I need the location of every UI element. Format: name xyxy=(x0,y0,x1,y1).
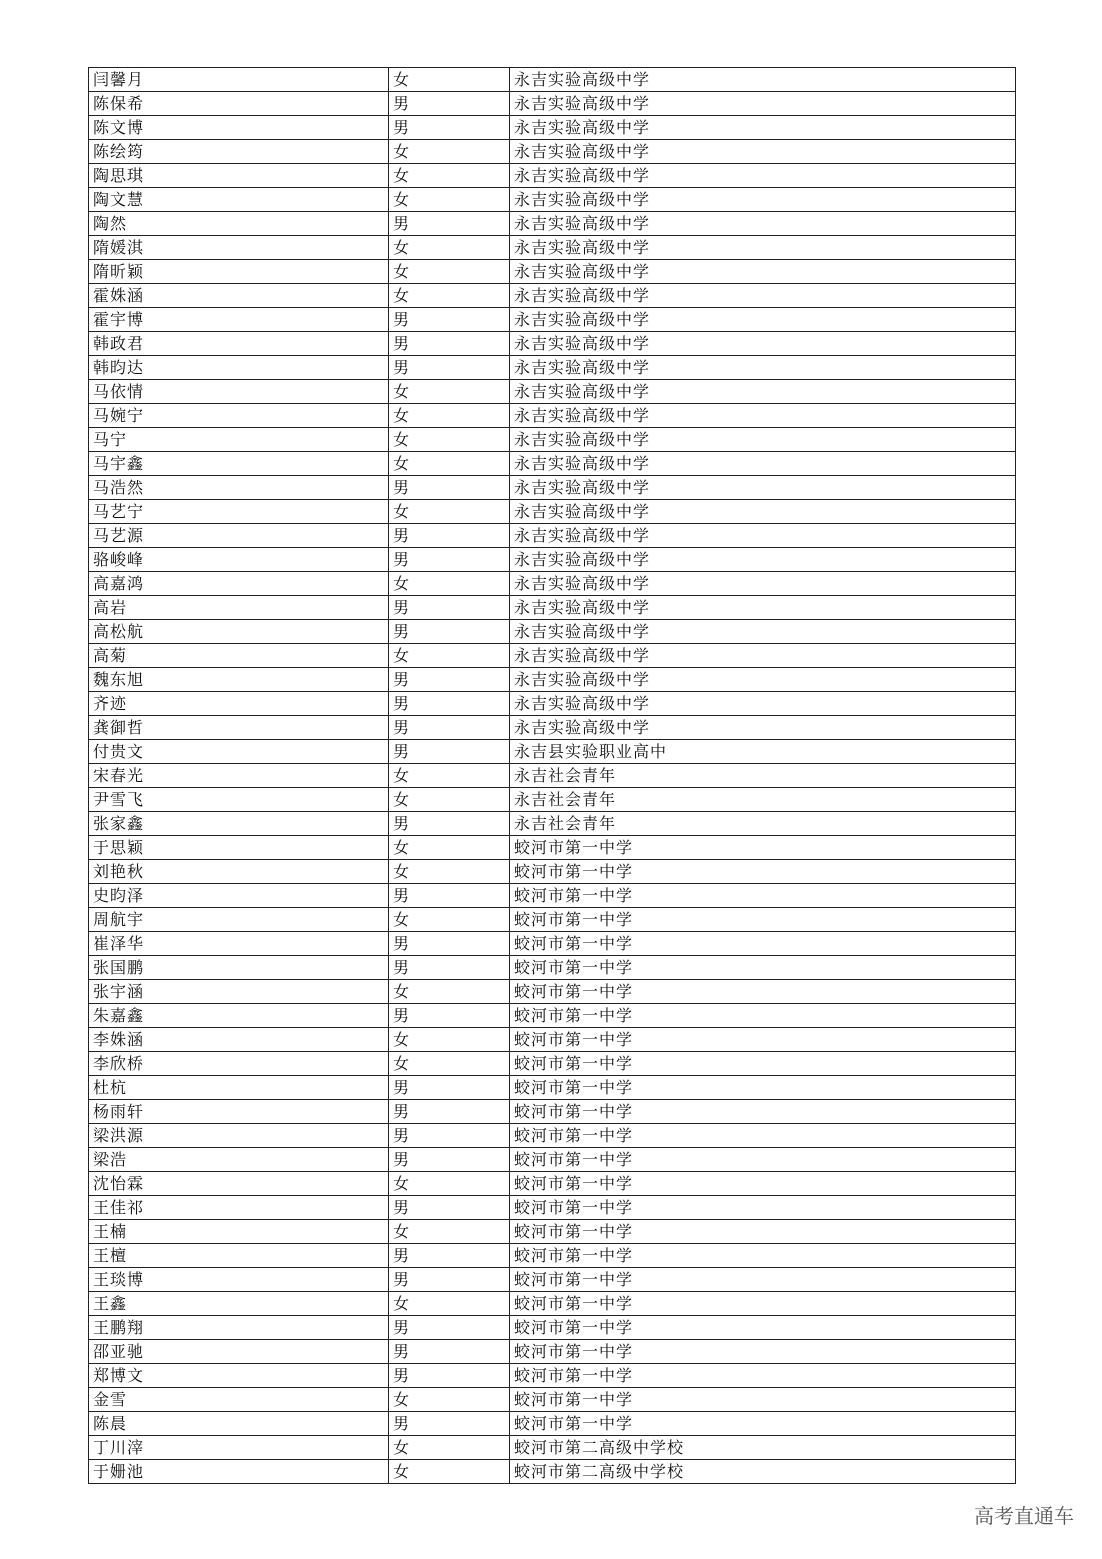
gender-cell: 女 xyxy=(389,1052,510,1076)
gender-cell: 男 xyxy=(389,716,510,740)
gender-cell: 男 xyxy=(389,1316,510,1340)
table-row xyxy=(89,1028,1016,1052)
gender-cell: 女 xyxy=(389,1172,510,1196)
name-cell: 霍姝涵 xyxy=(89,284,389,308)
name-cell: 齐迹 xyxy=(89,692,389,716)
name-cell: 高嘉鸿 xyxy=(89,572,389,596)
table-row xyxy=(89,1124,1016,1148)
name-cell: 王檀 xyxy=(89,1244,389,1268)
school-cell: 永吉县实验职业高中 xyxy=(510,740,1016,764)
name-cell: 张宇涵 xyxy=(89,980,389,1004)
table-row xyxy=(89,1148,1016,1172)
school-cell: 永吉实验高级中学 xyxy=(510,668,1016,692)
name-cell: 于思颖 xyxy=(89,836,389,860)
school-cell: 蛟河市第一中学 xyxy=(510,1196,1016,1220)
school-cell: 蛟河市第一中学 xyxy=(510,1244,1016,1268)
table-row xyxy=(89,1076,1016,1100)
gender-cell: 男 xyxy=(389,884,510,908)
gender-cell: 男 xyxy=(389,740,510,764)
school-cell: 蛟河市第一中学 xyxy=(510,1412,1016,1436)
gender-cell: 男 xyxy=(389,596,510,620)
gender-cell: 女 xyxy=(389,284,510,308)
gender-cell: 女 xyxy=(389,452,510,476)
name-cell: 尹雪飞 xyxy=(89,788,389,812)
table-row xyxy=(89,164,1016,188)
name-cell: 崔泽华 xyxy=(89,932,389,956)
school-cell: 蛟河市第一中学 xyxy=(510,1220,1016,1244)
gender-cell: 男 xyxy=(389,1412,510,1436)
gender-cell: 女 xyxy=(389,644,510,668)
school-cell: 永吉实验高级中学 xyxy=(510,428,1016,452)
name-cell: 李欣桥 xyxy=(89,1052,389,1076)
gender-cell: 男 xyxy=(389,308,510,332)
school-cell: 永吉社会青年 xyxy=(510,788,1016,812)
gender-cell: 女 xyxy=(389,164,510,188)
name-cell: 于姗池 xyxy=(89,1460,389,1484)
watermark: 高考直通车 xyxy=(974,1504,1074,1528)
table-row xyxy=(89,764,1016,788)
school-cell: 蛟河市第一中学 xyxy=(510,884,1016,908)
table-row xyxy=(89,260,1016,284)
name-cell: 陈文博 xyxy=(89,116,389,140)
gender-cell: 男 xyxy=(389,956,510,980)
name-cell: 韩昀达 xyxy=(89,356,389,380)
gender-cell: 女 xyxy=(389,1436,510,1460)
school-cell: 永吉实验高级中学 xyxy=(510,572,1016,596)
school-cell: 蛟河市第一中学 xyxy=(510,1268,1016,1292)
name-cell: 王琰博 xyxy=(89,1268,389,1292)
table-row xyxy=(89,1220,1016,1244)
name-cell: 高菊 xyxy=(89,644,389,668)
gender-cell: 男 xyxy=(389,524,510,548)
table-row xyxy=(89,668,1016,692)
gender-cell: 男 xyxy=(389,476,510,500)
table-row xyxy=(89,1196,1016,1220)
name-cell: 陶然 xyxy=(89,212,389,236)
school-cell: 蛟河市第二高级中学校 xyxy=(510,1436,1016,1460)
gender-cell: 女 xyxy=(389,68,510,92)
school-cell: 蛟河市第一中学 xyxy=(510,1388,1016,1412)
gender-cell: 男 xyxy=(389,692,510,716)
school-cell: 永吉实验高级中学 xyxy=(510,68,1016,92)
name-cell: 朱嘉鑫 xyxy=(89,1004,389,1028)
name-cell: 高岩 xyxy=(89,596,389,620)
table-row xyxy=(89,212,1016,236)
gender-cell: 女 xyxy=(389,788,510,812)
school-cell: 蛟河市第一中学 xyxy=(510,1292,1016,1316)
gender-cell: 男 xyxy=(389,548,510,572)
school-cell: 蛟河市第一中学 xyxy=(510,1316,1016,1340)
table-row xyxy=(89,596,1016,620)
gender-cell: 女 xyxy=(389,428,510,452)
name-cell: 马婉宁 xyxy=(89,404,389,428)
name-cell: 金雪 xyxy=(89,1388,389,1412)
school-cell: 永吉社会青年 xyxy=(510,812,1016,836)
table-row xyxy=(89,236,1016,260)
gender-cell: 女 xyxy=(389,260,510,284)
school-cell: 永吉实验高级中学 xyxy=(510,332,1016,356)
school-cell: 蛟河市第一中学 xyxy=(510,980,1016,1004)
table-row xyxy=(89,956,1016,980)
table-row xyxy=(89,116,1016,140)
table-row xyxy=(89,836,1016,860)
school-cell: 蛟河市第一中学 xyxy=(510,1100,1016,1124)
gender-cell: 男 xyxy=(389,932,510,956)
table-row xyxy=(89,1316,1016,1340)
gender-cell: 男 xyxy=(389,212,510,236)
name-cell: 杨雨轩 xyxy=(89,1100,389,1124)
school-cell: 永吉社会青年 xyxy=(510,764,1016,788)
name-cell: 韩政君 xyxy=(89,332,389,356)
name-cell: 马依情 xyxy=(89,380,389,404)
gender-cell: 男 xyxy=(389,620,510,644)
name-cell: 隋媛淇 xyxy=(89,236,389,260)
name-cell: 陈绘筠 xyxy=(89,140,389,164)
table-row xyxy=(89,1436,1016,1460)
table-body xyxy=(89,68,1016,1484)
school-cell: 蛟河市第一中学 xyxy=(510,1364,1016,1388)
name-cell: 郑博文 xyxy=(89,1364,389,1388)
table-row xyxy=(89,68,1016,92)
gender-cell: 女 xyxy=(389,1028,510,1052)
table-row xyxy=(89,644,1016,668)
table-row xyxy=(89,380,1016,404)
table-row xyxy=(89,428,1016,452)
gender-cell: 女 xyxy=(389,236,510,260)
school-cell: 蛟河市第一中学 xyxy=(510,908,1016,932)
school-cell: 永吉实验高级中学 xyxy=(510,716,1016,740)
gender-cell: 男 xyxy=(389,116,510,140)
table-row xyxy=(89,1244,1016,1268)
name-cell: 梁浩 xyxy=(89,1148,389,1172)
gender-cell: 女 xyxy=(389,500,510,524)
name-cell: 王楠 xyxy=(89,1220,389,1244)
gender-cell: 男 xyxy=(389,668,510,692)
name-cell: 王佳祁 xyxy=(89,1196,389,1220)
name-cell: 梁洪源 xyxy=(89,1124,389,1148)
school-cell: 永吉实验高级中学 xyxy=(510,644,1016,668)
name-cell: 骆峻峰 xyxy=(89,548,389,572)
table-row xyxy=(89,884,1016,908)
name-cell: 丁川滓 xyxy=(89,1436,389,1460)
school-cell: 永吉实验高级中学 xyxy=(510,380,1016,404)
table-row xyxy=(89,1268,1016,1292)
table-row xyxy=(89,548,1016,572)
table-row xyxy=(89,1364,1016,1388)
name-cell: 霍宇博 xyxy=(89,308,389,332)
table-row xyxy=(89,788,1016,812)
name-cell: 周航宇 xyxy=(89,908,389,932)
name-cell: 史昀泽 xyxy=(89,884,389,908)
table-row xyxy=(89,524,1016,548)
table-row xyxy=(89,284,1016,308)
name-cell: 马浩然 xyxy=(89,476,389,500)
gender-cell: 女 xyxy=(389,1220,510,1244)
table-row xyxy=(89,740,1016,764)
table-row xyxy=(89,980,1016,1004)
name-cell: 王鑫 xyxy=(89,1292,389,1316)
table-row xyxy=(89,308,1016,332)
name-cell: 陶思琪 xyxy=(89,164,389,188)
name-cell: 付贵文 xyxy=(89,740,389,764)
school-cell: 永吉实验高级中学 xyxy=(510,452,1016,476)
school-cell: 永吉实验高级中学 xyxy=(510,524,1016,548)
gender-cell: 男 xyxy=(389,332,510,356)
table-row xyxy=(89,1004,1016,1028)
name-cell: 闫馨月 xyxy=(89,68,389,92)
table-row xyxy=(89,452,1016,476)
table-row xyxy=(89,812,1016,836)
gender-cell: 男 xyxy=(389,1364,510,1388)
school-cell: 永吉实验高级中学 xyxy=(510,308,1016,332)
gender-cell: 女 xyxy=(389,1388,510,1412)
school-cell: 永吉实验高级中学 xyxy=(510,140,1016,164)
school-cell: 永吉实验高级中学 xyxy=(510,284,1016,308)
name-cell: 沈怡霖 xyxy=(89,1172,389,1196)
school-cell: 蛟河市第一中学 xyxy=(510,860,1016,884)
gender-cell: 女 xyxy=(389,572,510,596)
gender-cell: 男 xyxy=(389,1076,510,1100)
name-cell: 杜杭 xyxy=(89,1076,389,1100)
name-cell: 马宁 xyxy=(89,428,389,452)
table-row xyxy=(89,140,1016,164)
school-cell: 永吉实验高级中学 xyxy=(510,596,1016,620)
name-cell: 龚御哲 xyxy=(89,716,389,740)
name-cell: 王鹏翔 xyxy=(89,1316,389,1340)
gender-cell: 男 xyxy=(389,1100,510,1124)
gender-cell: 男 xyxy=(389,1124,510,1148)
school-cell: 蛟河市第一中学 xyxy=(510,1124,1016,1148)
gender-cell: 男 xyxy=(389,1244,510,1268)
name-cell: 马宇鑫 xyxy=(89,452,389,476)
table-row xyxy=(89,932,1016,956)
table-row xyxy=(89,1460,1016,1484)
name-cell: 李姝涵 xyxy=(89,1028,389,1052)
name-cell: 马艺源 xyxy=(89,524,389,548)
name-cell: 隋昕颖 xyxy=(89,260,389,284)
table-row xyxy=(89,476,1016,500)
table-row xyxy=(89,188,1016,212)
gender-cell: 男 xyxy=(389,92,510,116)
student-list-table xyxy=(88,67,1016,1484)
gender-cell: 男 xyxy=(389,356,510,380)
table-row xyxy=(89,692,1016,716)
gender-cell: 女 xyxy=(389,188,510,212)
gender-cell: 女 xyxy=(389,980,510,1004)
gender-cell: 男 xyxy=(389,1268,510,1292)
gender-cell: 男 xyxy=(389,1340,510,1364)
school-cell: 蛟河市第一中学 xyxy=(510,1340,1016,1364)
gender-cell: 女 xyxy=(389,764,510,788)
name-cell: 刘艳秋 xyxy=(89,860,389,884)
school-cell: 蛟河市第一中学 xyxy=(510,932,1016,956)
gender-cell: 男 xyxy=(389,1004,510,1028)
name-cell: 陈晨 xyxy=(89,1412,389,1436)
school-cell: 永吉实验高级中学 xyxy=(510,92,1016,116)
gender-cell: 女 xyxy=(389,380,510,404)
name-cell: 陶文慧 xyxy=(89,188,389,212)
school-cell: 永吉实验高级中学 xyxy=(510,116,1016,140)
gender-cell: 女 xyxy=(389,140,510,164)
school-cell: 蛟河市第一中学 xyxy=(510,1028,1016,1052)
table-row xyxy=(89,620,1016,644)
gender-cell: 女 xyxy=(389,404,510,428)
table-row xyxy=(89,92,1016,116)
gender-cell: 男 xyxy=(389,1196,510,1220)
school-cell: 蛟河市第一中学 xyxy=(510,1052,1016,1076)
name-cell: 邵亚驰 xyxy=(89,1340,389,1364)
table-row xyxy=(89,1292,1016,1316)
name-cell: 魏东旭 xyxy=(89,668,389,692)
school-cell: 永吉实验高级中学 xyxy=(510,164,1016,188)
table-row xyxy=(89,1172,1016,1196)
name-cell: 张家鑫 xyxy=(89,812,389,836)
gender-cell: 男 xyxy=(389,1148,510,1172)
school-cell: 永吉实验高级中学 xyxy=(510,260,1016,284)
gender-cell: 男 xyxy=(389,812,510,836)
name-cell: 高松航 xyxy=(89,620,389,644)
school-cell: 蛟河市第一中学 xyxy=(510,1004,1016,1028)
table-row xyxy=(89,404,1016,428)
table-row xyxy=(89,860,1016,884)
school-cell: 蛟河市第一中学 xyxy=(510,836,1016,860)
name-cell: 张国鹏 xyxy=(89,956,389,980)
school-cell: 永吉实验高级中学 xyxy=(510,476,1016,500)
school-cell: 永吉实验高级中学 xyxy=(510,548,1016,572)
school-cell: 蛟河市第二高级中学校 xyxy=(510,1460,1016,1484)
name-cell: 陈保希 xyxy=(89,92,389,116)
school-cell: 蛟河市第一中学 xyxy=(510,1172,1016,1196)
school-cell: 蛟河市第一中学 xyxy=(510,1076,1016,1100)
school-cell: 永吉实验高级中学 xyxy=(510,212,1016,236)
table-row xyxy=(89,356,1016,380)
gender-cell: 女 xyxy=(389,860,510,884)
school-cell: 蛟河市第一中学 xyxy=(510,956,1016,980)
table-row xyxy=(89,332,1016,356)
gender-cell: 女 xyxy=(389,1292,510,1316)
school-cell: 蛟河市第一中学 xyxy=(510,1148,1016,1172)
table-row xyxy=(89,572,1016,596)
school-cell: 永吉实验高级中学 xyxy=(510,620,1016,644)
table-row xyxy=(89,500,1016,524)
table-row xyxy=(89,1388,1016,1412)
school-cell: 永吉实验高级中学 xyxy=(510,692,1016,716)
school-cell: 永吉实验高级中学 xyxy=(510,500,1016,524)
name-cell: 宋春光 xyxy=(89,764,389,788)
table-row xyxy=(89,1340,1016,1364)
school-cell: 永吉实验高级中学 xyxy=(510,236,1016,260)
table-row xyxy=(89,1100,1016,1124)
gender-cell: 女 xyxy=(389,1460,510,1484)
school-cell: 永吉实验高级中学 xyxy=(510,188,1016,212)
gender-cell: 女 xyxy=(389,908,510,932)
table-row xyxy=(89,908,1016,932)
table-row xyxy=(89,1052,1016,1076)
name-cell: 马艺宁 xyxy=(89,500,389,524)
table-row xyxy=(89,716,1016,740)
school-cell: 永吉实验高级中学 xyxy=(510,404,1016,428)
school-cell: 永吉实验高级中学 xyxy=(510,356,1016,380)
table-row xyxy=(89,1412,1016,1436)
gender-cell: 女 xyxy=(389,836,510,860)
